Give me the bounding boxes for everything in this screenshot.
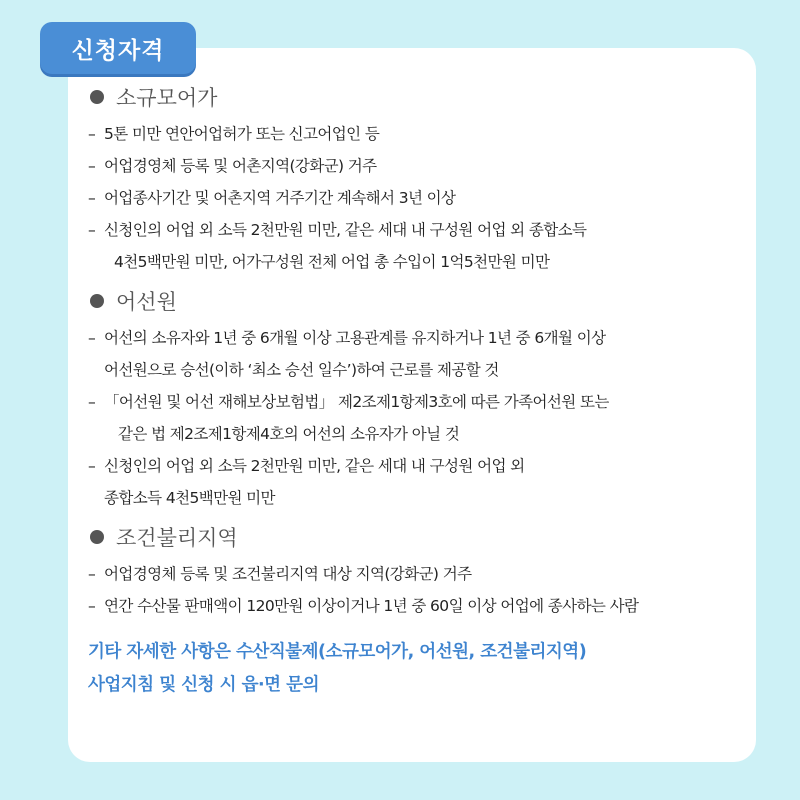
list-item	[88, 150, 754, 182]
dash: –	[88, 457, 96, 475]
list-item	[88, 386, 754, 418]
section-title	[88, 286, 754, 316]
item-text: 어선의 소유자와 1년 중 6개월 이상 고용관계를 유지하거나 1년 중 6개월 이상	[104, 329, 606, 347]
item-text: 어업경영체 등록 및 어촌지역(강화군) 거주	[104, 157, 377, 175]
list-item	[88, 118, 754, 150]
section-crew	[88, 286, 754, 514]
bullet-circle-icon	[90, 90, 104, 104]
list-item	[88, 558, 754, 590]
bullet-circle-icon	[90, 294, 104, 308]
item-text: 신청인의 어업 외 소득 2천만원 미만, 같은 세대 내 구성원 어업 외 종합소득	[104, 221, 587, 239]
footer-line-2: 사업지침 및 신청 시 읍·면 문의	[88, 675, 319, 695]
item-text: 연간 수산물 판매액이 120만원 이상이거나 1년 중 60일 이상 어업에 종사하는 사람	[104, 597, 639, 615]
section-title-text: 어선원	[116, 290, 177, 314]
section-title	[88, 522, 754, 552]
dash: –	[88, 125, 96, 143]
eligibility-tag: 신청자격	[40, 22, 196, 74]
dash: –	[88, 565, 96, 583]
list-item-continuation: 4천5백만원 미만, 어가구성원 전체 어업 총 수입이 1억5천만원 미만	[114, 253, 550, 271]
item-text: 어업종사기간 및 어촌지역 거주기간 계속해서 3년 이상	[104, 189, 456, 207]
list-item	[88, 322, 754, 354]
list-item-continuation: 어선원으로 승선(이하 ‘최소 승선 일수’)하여 근로를 제공할 것	[104, 361, 499, 379]
list-item	[88, 590, 754, 622]
item-text: 「어선원 및 어선 재해보상보험법」 제2조제1항제3호에 따른 가족어선원 또는	[104, 393, 609, 411]
dash: –	[88, 189, 96, 207]
list-item	[88, 182, 754, 214]
section-title	[88, 82, 754, 112]
section-title-text: 소규모어가	[116, 86, 218, 110]
dash: –	[88, 221, 96, 239]
dash: –	[88, 393, 96, 411]
item-text: 신청인의 어업 외 소득 2천만원 미만, 같은 세대 내 구성원 어업 외	[104, 457, 525, 475]
footer-line-1: 기타 자세한 사항은 수산직불제(소규모어가, 어선원, 조건불리지역)	[88, 642, 587, 662]
section-title-text: 조건불리지역	[116, 526, 238, 550]
list-item	[88, 214, 754, 246]
item-text: 5톤 미만 연안어업허가 또는 신고어업인 등	[104, 125, 380, 143]
list-item-continuation: 같은 법 제2조제1항제4호의 어선의 소유자가 아닐 것	[118, 425, 460, 443]
list-item	[88, 450, 754, 482]
list-item-continuation: 종합소득 4천5백만원 미만	[104, 489, 275, 507]
section-small-fishery	[88, 82, 754, 278]
item-text: 어업경영체 등록 및 조건불리지역 대상 지역(강화군) 거주	[104, 565, 472, 583]
dash: –	[88, 597, 96, 615]
footer-note	[88, 636, 754, 702]
content-area	[88, 82, 754, 702]
dash: –	[88, 157, 96, 175]
dash: –	[88, 329, 96, 347]
bullet-circle-icon	[90, 530, 104, 544]
section-disadvantaged-area	[88, 522, 754, 622]
